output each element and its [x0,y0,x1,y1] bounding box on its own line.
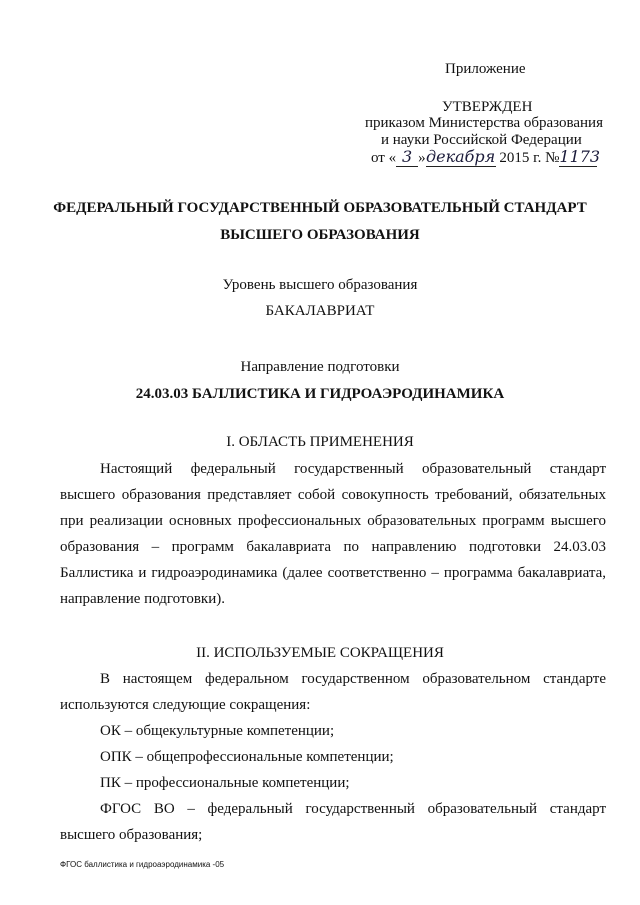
approved-label: УТВЕРЖДЕН [442,99,533,115]
education-level-value: БАКАЛАВРИАТ [265,303,375,319]
document-title-line-2: ВЫСШЕГО ОБРАЗОВАНИЯ [220,227,420,243]
page-footer: ФГОС баллистика и гидроаэродинамика -05 [60,860,225,869]
date-day-handwritten: 3 [396,148,418,167]
date-mid: » [418,150,426,166]
section-1-paragraph: Настоящий федеральный государственный образовательный стандарт высшего образования представляет собой совокупность требований, обязательных при реализации основных профессиональных образовательных программ высшего образования – программ бакалавриата по направлению подготовки 24.03.03 Баллистика и гидроаэродинамика (далее соответственно – программа бакалавриата, направление подготовки). [60,461,606,607]
date-month-handwritten: декабря [425,147,496,166]
approval-date-line [371,147,601,167]
date-number-handwritten: 1173 [559,147,601,166]
document-title-line-1: ФЕДЕРАЛЬНЫЙ ГОСУДАРСТВЕННЫЙ ОБРАЗОВАТЕЛЬНЫЙ СТАНДАРТ [53,200,587,216]
abbreviation-item-pk: ПК – профессиональные компетенции; [100,775,350,791]
education-level-label: Уровень высшего образования [222,277,418,293]
date-year: 2015 г. № [499,150,560,166]
abbreviation-item-ok: ОК – общекультурные компетенции; [100,723,335,739]
section-1-heading: I. ОБЛАСТЬ ПРИМЕНЕНИЯ [226,434,414,450]
approval-line-2: и науки Российской Федерации [381,132,582,148]
appendix-label: Приложение [445,61,526,77]
direction-value: 24.03.03 БАЛЛИСТИКА И ГИДРОАЭРОДИНАМИКА [135,386,505,402]
date-prefix: от « [371,150,397,166]
section-2-heading: II. ИСПОЛЬЗУЕМЫЕ СОКРАЩЕНИЯ [196,645,444,661]
direction-label: Направление подготовки [240,359,400,375]
approval-line-1: приказом Министерства образования [365,115,603,131]
abbreviation-item-fgos: ФГОС ВО – федеральный государственный образовательный стандарт высшего образования; [60,801,606,843]
section-2-intro: В настоящем федеральном государственном образовательном стандарте используются следующие сокращения: [60,671,606,713]
abbreviation-item-opk: ОПК – общепрофессиональные компетенции; [100,749,394,765]
